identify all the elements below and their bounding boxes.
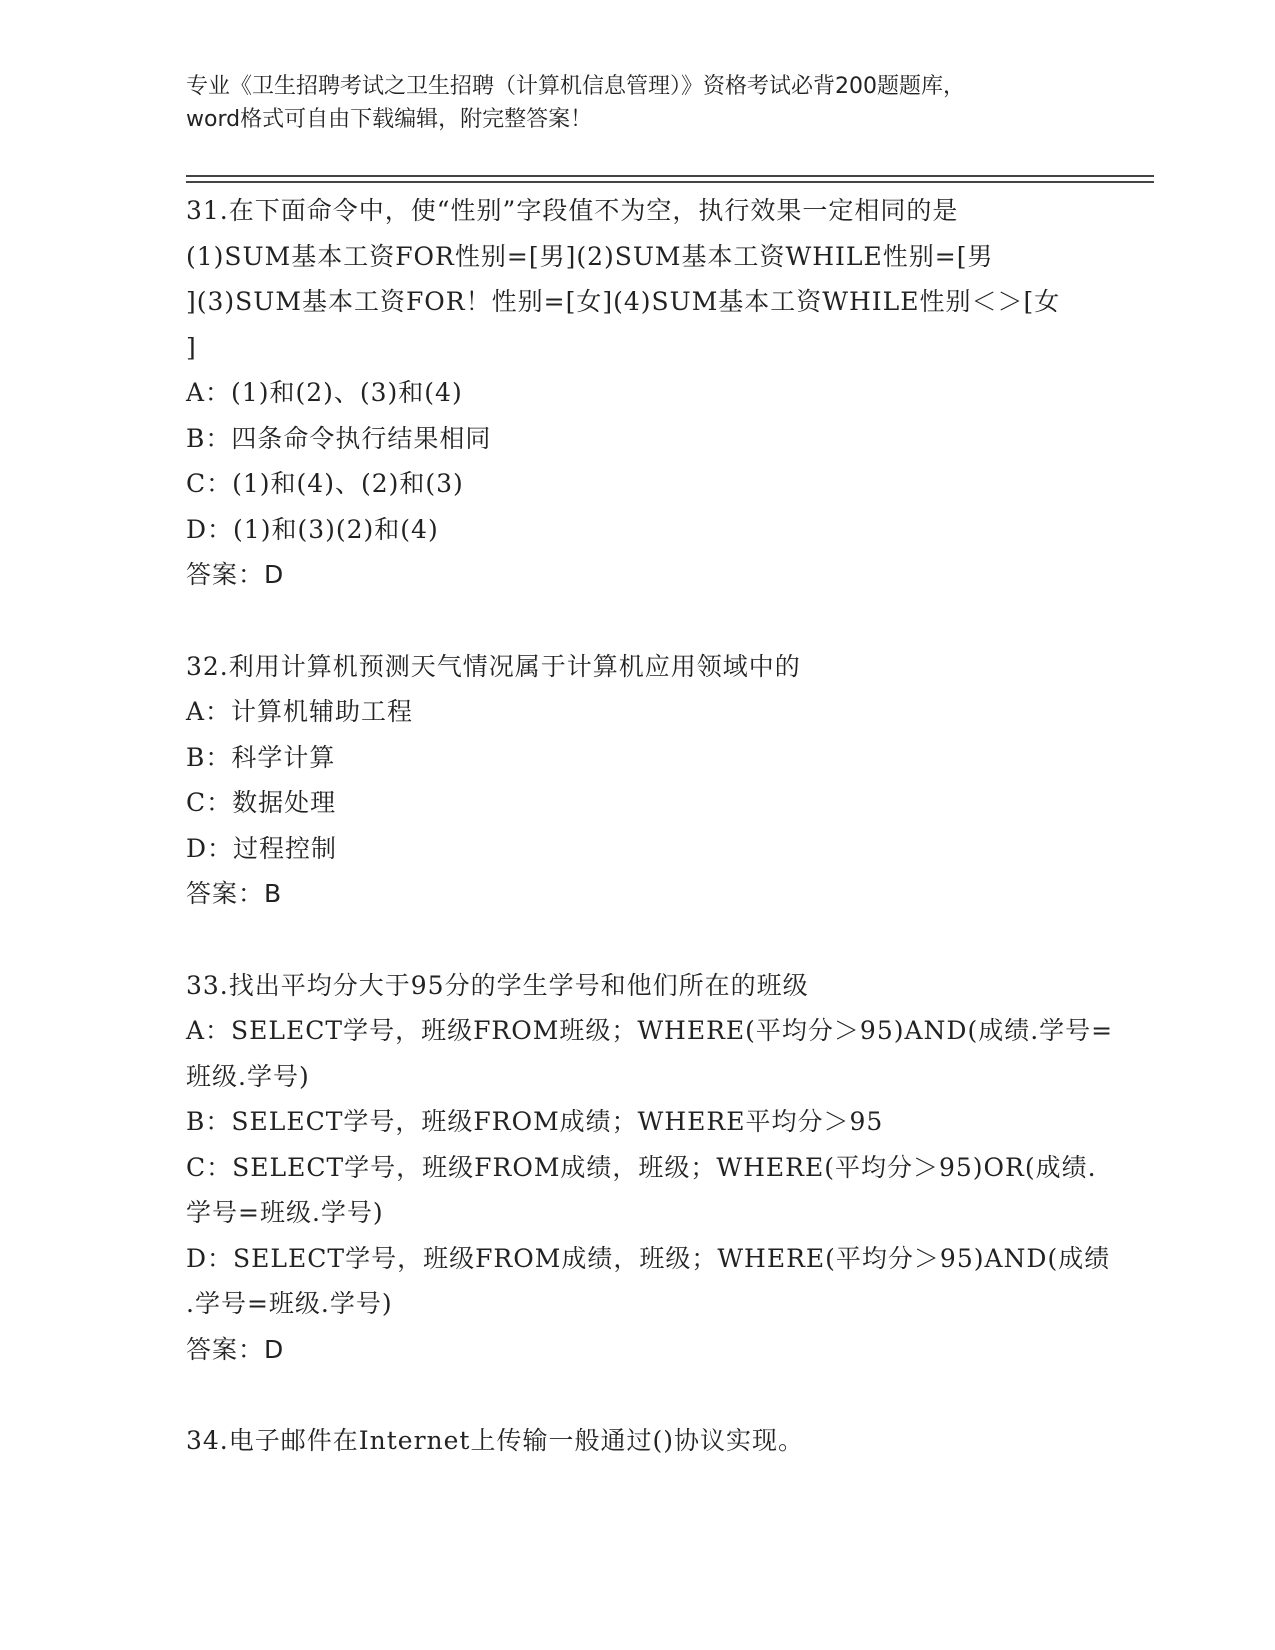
option-c: C：数据处理 bbox=[186, 788, 337, 817]
option-c-continued: 学号=班级.学号) bbox=[186, 1198, 384, 1227]
question-stem: ](3)SUM基本工资FOR！性别=[女](4)SUM基本工资WHILE性别＜＞[女 bbox=[186, 287, 1061, 316]
header-divider-bottom bbox=[186, 181, 1154, 183]
question-33 bbox=[186, 963, 1114, 1373]
option-a: A：SELECT学号，班级FROM班级；WHERE(平均分＞95)AND(成绩.学号= bbox=[186, 1016, 1114, 1045]
question-stem: (1)SUM基本工资FOR性别=[男](2)SUM基本工资WHILE性别=[男 bbox=[186, 241, 994, 271]
option-b: B：科学计算 bbox=[186, 742, 336, 772]
spacer bbox=[186, 917, 1086, 963]
question-32 bbox=[186, 644, 1086, 917]
question-31 bbox=[186, 188, 1086, 598]
spacer bbox=[186, 1372, 1086, 1418]
question-stem: 32.利用计算机预测天气情况属于计算机应用领域中的 bbox=[186, 651, 801, 681]
option-b: B：SELECT学号，班级FROM成绩；WHERE平均分＞95 bbox=[186, 1107, 884, 1136]
question-stem: ] bbox=[186, 332, 197, 362]
option-c: C：(1)和(4)、(2)和(3) bbox=[186, 469, 464, 498]
question-34 bbox=[186, 1418, 1086, 1464]
question-stem: 31.在下面命令中，使“性别”字段值不为空，执行效果一定相同的是 bbox=[186, 196, 959, 225]
question-stem: 33.找出平均分大于95分的学生学号和他们所在的班级 bbox=[186, 970, 809, 1000]
question-stem: 34.电子邮件在Internet上传输一般通过()协议实现。 bbox=[186, 1426, 804, 1455]
document-header bbox=[186, 70, 1086, 136]
header-line-1: 专业《卫生招聘考试之卫生招聘（计算机信息管理）》资格考试必背200题题库， bbox=[186, 74, 965, 99]
question-list bbox=[186, 188, 1114, 1464]
option-a: A：计算机辅助工程 bbox=[186, 697, 414, 726]
header-line-2: word格式可自由下载编辑，附完整答案！ bbox=[186, 107, 593, 132]
answer: 答案：D bbox=[186, 560, 285, 589]
option-a-continued: 班级.学号) bbox=[186, 1061, 310, 1091]
option-a: A：(1)和(2)、(3)和(4) bbox=[186, 378, 463, 407]
option-d: D：SELECT学号，班级FROM成绩，班级；WHERE(平均分＞95)AND(成绩 bbox=[186, 1243, 1111, 1273]
option-d: D：(1)和(3)(2)和(4) bbox=[186, 514, 439, 544]
spacer bbox=[186, 598, 1086, 644]
option-d-continued: .学号=班级.学号) bbox=[186, 1289, 393, 1318]
option-c: C：SELECT学号，班级FROM成绩，班级；WHERE(平均分＞95)OR(成绩. bbox=[186, 1152, 1097, 1182]
header-divider-top bbox=[186, 175, 1154, 177]
answer: 答案：B bbox=[186, 879, 283, 908]
answer: 答案：D bbox=[186, 1334, 285, 1364]
option-d: D：过程控制 bbox=[186, 833, 338, 863]
option-b: B：四条命令执行结果相同 bbox=[186, 423, 492, 453]
